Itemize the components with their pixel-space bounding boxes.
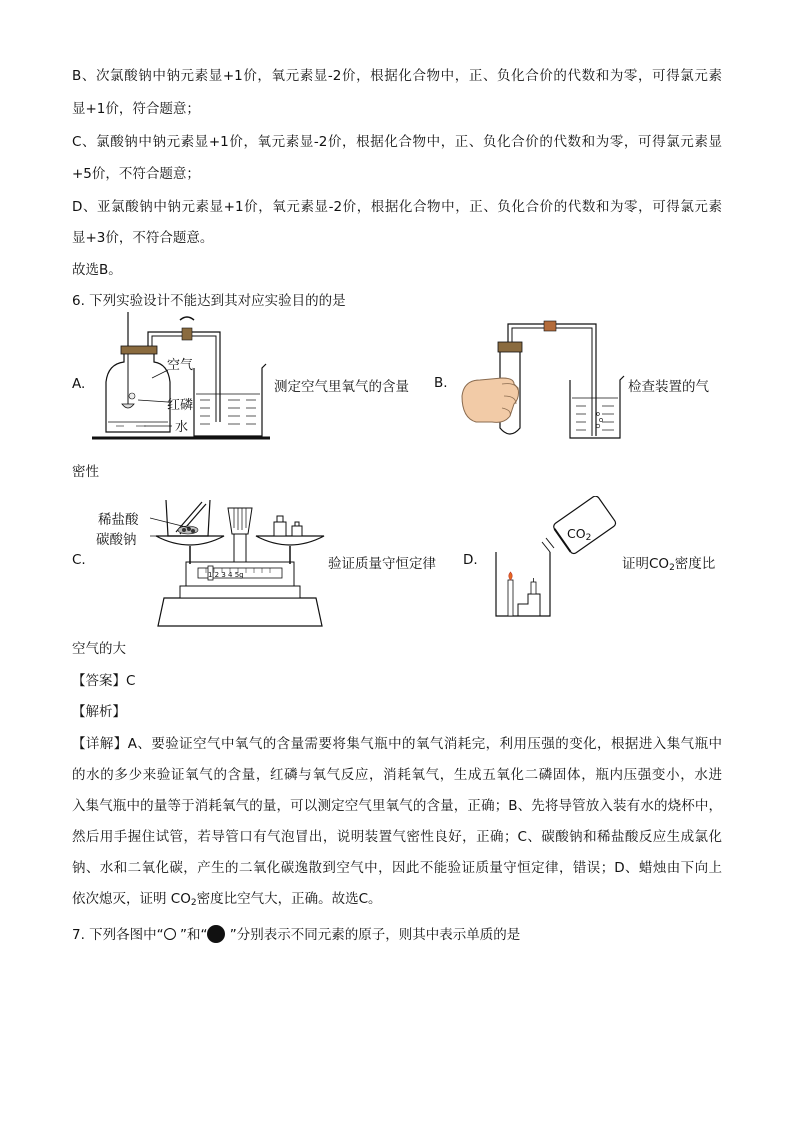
option-c-line1: C、氯酸钠中钠元素显+1价，氧元素显-2价，根据化合物中，正、负化合价的代数和为零，可得氯元素显 — [72, 134, 722, 150]
option-b-description-continued: 密性 — [72, 464, 99, 480]
question-6-stem: 6. 下列实验设计不能达到其对应实验目的的是 — [72, 293, 346, 309]
airtightness-check-apparatus — [458, 318, 628, 446]
detail-line-last: 依次熄灭，证明 $CO_2$密度比空气大，正确。故选C。 — [72, 891, 382, 908]
label-dilute-hcl: 稀盐酸 — [98, 512, 139, 528]
option-b-line1: B、次氯酸钠中钠元素显+1价，氧元素显-2价，根据化合物中，正、负化合价的代数和为零，可得氯元素 — [72, 68, 722, 84]
detail-line: 的水的多少来验证氧气的含量，红磷与氧气反应，消耗氧气，生成五氧化二磷固体，瓶内压强变小，水进 — [72, 767, 722, 783]
co2-gas-label: $CO_2$ — [567, 526, 592, 543]
option-b-letter: B. — [434, 375, 448, 391]
option-b-line2: 显+1价，符合题意； — [72, 101, 200, 117]
hollow-atom-icon — [164, 928, 176, 940]
answer: 【答案】C — [72, 673, 136, 689]
option-c-line2: +5价，不符合题意； — [72, 166, 200, 182]
balance-scale-marks: 1 2 3 4 5g — [208, 571, 244, 579]
label-air: 空气 — [167, 358, 194, 373]
label-sodium-carbonate: 碳酸钠 — [96, 532, 137, 548]
option-c-letter: C. — [72, 552, 86, 568]
option-a-letter: A. — [72, 376, 86, 392]
label-pointer-lines — [150, 510, 210, 540]
option-d-line1: D、亚氯酸钠中钠元素显+1价，氧元素显-2价，根据化合物中，正、负化合价的代数和为零，可得氯元素 — [72, 199, 722, 215]
label-red-phosphorus: 红磷 — [167, 398, 194, 413]
option-d-description-continued: 空气的大 — [72, 641, 126, 657]
detail-line: 入集气瓶中的量等于消耗氧气的量，可以测定空气里氧气的含量，正确；B、先将导管放入装有水的烧杯中， — [72, 798, 722, 814]
option-d-line2: 显+3价，不符合题意。 — [72, 230, 214, 246]
co2-density-apparatus — [488, 496, 618, 620]
solid-atom-icon — [207, 925, 225, 943]
detail-line: 钠、水和二氧化碳，产生的二氧化碳逸散到空气中，因此不能验证质量守恒定律，错误；D、蜡烛由下向上 — [72, 860, 722, 876]
detail-line: 然后用手握住试管，若导管口有气泡冒出，说明装置气密性良好，正确；C、碳酸钠和稀盐酸反应生成氯化 — [72, 829, 722, 845]
label-water: 水 — [175, 420, 189, 435]
option-a-description: 测定空气里氧气的含量 — [274, 379, 409, 395]
question-7-stem: 7. 下列各图中“ ”和“ ”分别表示不同元素的原子，则其中表示单质的是 — [72, 927, 521, 943]
detail-line: 【详解】A、要验证空气中氧气的含量需要将集气瓶中的氧气消耗完，利用压强的变化，根据进入集气瓶中 — [72, 736, 722, 752]
option-b-description: 检查装置的气 — [628, 379, 709, 395]
analysis-heading: 【解析】 — [72, 704, 126, 720]
conclusion: 故选B。 — [72, 262, 122, 278]
option-c-description: 验证质量守恒定律 — [328, 556, 436, 572]
option-d-letter: D. — [463, 552, 478, 568]
option-d-description: 证明$CO_2$密度比 — [622, 556, 716, 573]
